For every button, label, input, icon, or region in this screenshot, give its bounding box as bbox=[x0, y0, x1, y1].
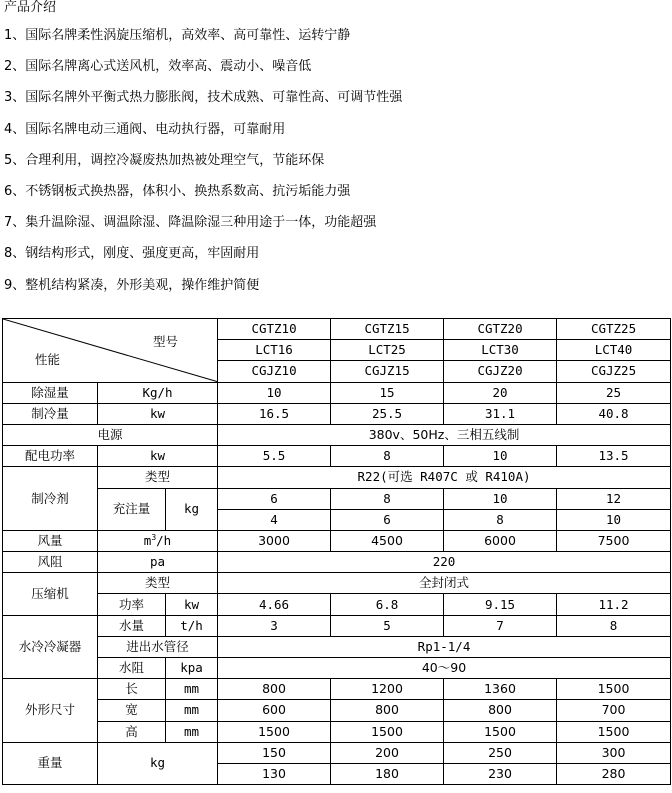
table-row bbox=[3, 594, 671, 615]
value-cell: 1200 bbox=[331, 679, 444, 700]
value-cell: 3 bbox=[218, 615, 331, 636]
feature-item: 8、钢结构形式，刚度、强度更高，牢固耐用 bbox=[4, 246, 260, 262]
value-cell: 4500 bbox=[331, 530, 444, 551]
value-cell: 9.15 bbox=[444, 594, 557, 615]
table-row bbox=[3, 488, 671, 509]
feature-item: 1、国际名牌柔性涡旋压缩机，高效率、高可靠性、运转宁静 bbox=[4, 28, 351, 43]
value-cell: 300 bbox=[557, 742, 671, 763]
value-cell: 10 bbox=[218, 382, 331, 403]
value-cell: 4.66 bbox=[218, 594, 331, 615]
value-cell: Rp1-1/4 bbox=[218, 636, 671, 657]
value-cell: 150 bbox=[218, 742, 331, 763]
value-cell: 1500 bbox=[557, 721, 671, 742]
table-row bbox=[3, 636, 671, 657]
unit-base: m bbox=[143, 532, 152, 548]
value-cell: 13.5 bbox=[557, 446, 671, 467]
value-cell: 1360 bbox=[444, 679, 557, 700]
model-cell: CGJZ10 bbox=[218, 361, 331, 382]
table-row bbox=[3, 679, 671, 700]
model-cell: CGTZ10 bbox=[218, 319, 331, 340]
value-cell: 10 bbox=[557, 509, 671, 530]
table-row bbox=[3, 742, 671, 763]
feature-item: 7、集升温除湿、调温除湿、降温除湿三种用途于一体，功能超强 bbox=[4, 215, 377, 231]
model-cell: CGJZ15 bbox=[331, 361, 444, 382]
feature-item: 2、国际名牌离心式送风机，效率高、震动小、噪音低 bbox=[4, 59, 312, 75]
value-cell: 700 bbox=[557, 700, 671, 721]
value-cell: 130 bbox=[218, 763, 331, 784]
table-row bbox=[3, 573, 671, 594]
row-label: 配电功率 bbox=[3, 446, 98, 467]
sub-label: 长 bbox=[98, 679, 166, 700]
table-row bbox=[3, 424, 671, 445]
row-label: 外形尺寸 bbox=[3, 679, 98, 743]
value-cell: 1500 bbox=[557, 679, 671, 700]
row-label: 除湿量 bbox=[3, 382, 98, 403]
value-cell: 250 bbox=[444, 742, 557, 763]
page-title: 产品介绍 bbox=[4, 0, 57, 15]
model-cell: LCT40 bbox=[557, 340, 671, 361]
value-cell: 20 bbox=[444, 382, 557, 403]
table-row bbox=[3, 319, 671, 340]
table-row bbox=[3, 446, 671, 467]
value-cell: 6 bbox=[218, 488, 331, 509]
row-label: 重量 bbox=[3, 742, 98, 784]
value-cell: 5 bbox=[331, 615, 444, 636]
table-row bbox=[3, 615, 671, 636]
value-cell: 10 bbox=[444, 446, 557, 467]
value-cell: 200 bbox=[331, 742, 444, 763]
value-cell: 230 bbox=[444, 763, 557, 784]
unit-cell: kpa bbox=[166, 658, 218, 679]
value-cell: 1500 bbox=[218, 721, 331, 742]
value-cell: 7500 bbox=[557, 530, 671, 551]
sub-label: 功率 bbox=[98, 594, 166, 615]
row-label: 制冷剂 bbox=[3, 467, 98, 531]
value-cell: 280 bbox=[557, 763, 671, 784]
model-cell: CGTZ20 bbox=[444, 319, 557, 340]
unit-cell: mm bbox=[166, 700, 218, 721]
header-corner-cell bbox=[3, 319, 218, 383]
value-cell: 12 bbox=[557, 488, 671, 509]
value-cell: 180 bbox=[331, 763, 444, 784]
row-label: 制冷量 bbox=[3, 403, 98, 424]
unit-cell: kw bbox=[166, 594, 218, 615]
row-label: 风量 bbox=[3, 530, 98, 551]
value-cell: 5.5 bbox=[218, 446, 331, 467]
table-row bbox=[3, 530, 671, 551]
unit-superscript: 3 bbox=[151, 532, 157, 542]
value-cell: 800 bbox=[444, 700, 557, 721]
value-cell: 600 bbox=[218, 700, 331, 721]
model-cell: CGTZ15 bbox=[331, 319, 444, 340]
table-row bbox=[3, 552, 671, 573]
sub-label: 充注量 bbox=[98, 488, 166, 530]
row-label: 水冷冷凝器 bbox=[3, 615, 98, 679]
unit-cell: kw bbox=[98, 446, 218, 467]
feature-item: 6、不锈钢板式换热器，体积小、换热系数高、抗污垢能力强 bbox=[4, 183, 351, 199]
sub-label: 进出水管径 bbox=[98, 636, 218, 657]
value-cell: 7 bbox=[444, 615, 557, 636]
table-row bbox=[3, 382, 671, 403]
header-perf-label: 性能 bbox=[35, 352, 61, 367]
unit-cell: kw bbox=[98, 403, 218, 424]
value-cell: 15 bbox=[331, 382, 444, 403]
table-row bbox=[3, 403, 671, 424]
value-cell: 6000 bbox=[444, 530, 557, 551]
unit-cell: kg bbox=[166, 488, 218, 530]
feature-item: 4、国际名牌电动三通阀、电动执行器，可靠耐用 bbox=[4, 121, 286, 137]
unit-cell: pa bbox=[98, 552, 218, 573]
value-cell: 8 bbox=[557, 615, 671, 636]
row-label: 压缩机 bbox=[3, 573, 98, 615]
table-row bbox=[3, 658, 671, 679]
model-cell: LCT25 bbox=[331, 340, 444, 361]
value-cell: 25.5 bbox=[331, 403, 444, 424]
feature-item: 3、国际名牌外平衡式热力膨胀阀，技术成熟、可靠性高、可调节性强 bbox=[4, 90, 403, 106]
unit-cell bbox=[98, 530, 218, 551]
model-cell: LCT16 bbox=[218, 340, 331, 361]
value-cell: 800 bbox=[218, 679, 331, 700]
value-cell: 25 bbox=[557, 382, 671, 403]
sub-label: 水量 bbox=[98, 615, 166, 636]
value-cell: 全封闭式 bbox=[218, 573, 671, 594]
model-cell: CGTZ25 bbox=[557, 319, 671, 340]
value-cell: 40.8 bbox=[557, 403, 671, 424]
header-model-label: 型号 bbox=[153, 334, 179, 349]
value-cell: 1500 bbox=[331, 721, 444, 742]
value-cell: 6 bbox=[331, 509, 444, 530]
sub-label: 水阻 bbox=[98, 658, 166, 679]
value-cell: 40～90 bbox=[218, 658, 671, 679]
value-cell: 11.2 bbox=[557, 594, 671, 615]
model-cell: LCT30 bbox=[444, 340, 557, 361]
unit-cell: t/h bbox=[166, 615, 218, 636]
value-cell: 380v、50Hz、三相五线制 bbox=[218, 424, 671, 445]
table-row bbox=[3, 467, 671, 488]
value-cell: 4 bbox=[218, 509, 331, 530]
sub-label: 类型 bbox=[98, 573, 218, 594]
value-cell: 3000 bbox=[218, 530, 331, 551]
sub-label: 宽 bbox=[98, 700, 166, 721]
feature-list bbox=[4, 20, 402, 301]
value-cell: 8 bbox=[444, 509, 557, 530]
table-row bbox=[3, 721, 671, 742]
unit-cell: kg bbox=[98, 742, 218, 784]
sub-label: 高 bbox=[98, 721, 166, 742]
sub-label: 类型 bbox=[98, 467, 218, 488]
spec-table bbox=[2, 318, 671, 785]
value-cell: 10 bbox=[444, 488, 557, 509]
diagonal-divider bbox=[3, 319, 217, 382]
value-cell: 6.8 bbox=[331, 594, 444, 615]
unit-cell: mm bbox=[166, 721, 218, 742]
row-label: 电源 bbox=[3, 424, 218, 445]
unit-tail: /h bbox=[156, 532, 172, 548]
model-cell: CGJZ20 bbox=[444, 361, 557, 382]
value-cell: 800 bbox=[331, 700, 444, 721]
value-cell: 16.5 bbox=[218, 403, 331, 424]
row-label: 风阻 bbox=[3, 552, 98, 573]
feature-item: 5、合理利用，调控冷凝废热加热被处理空气，节能环保 bbox=[4, 152, 325, 168]
table-row bbox=[3, 700, 671, 721]
value-cell: 8 bbox=[331, 446, 444, 467]
model-cell: CGJZ25 bbox=[557, 361, 671, 382]
value-cell: 31.1 bbox=[444, 403, 557, 424]
feature-item: 9、整机结构紧凑，外形美观，操作维护简便 bbox=[4, 277, 260, 293]
value-cell: R22(可选 R407C 或 R410A) bbox=[218, 467, 671, 488]
value-cell: 1500 bbox=[444, 721, 557, 742]
unit-cell: Kg/h bbox=[98, 382, 218, 403]
unit-cell: mm bbox=[166, 679, 218, 700]
value-cell: 8 bbox=[331, 488, 444, 509]
value-cell: 220 bbox=[218, 552, 671, 573]
